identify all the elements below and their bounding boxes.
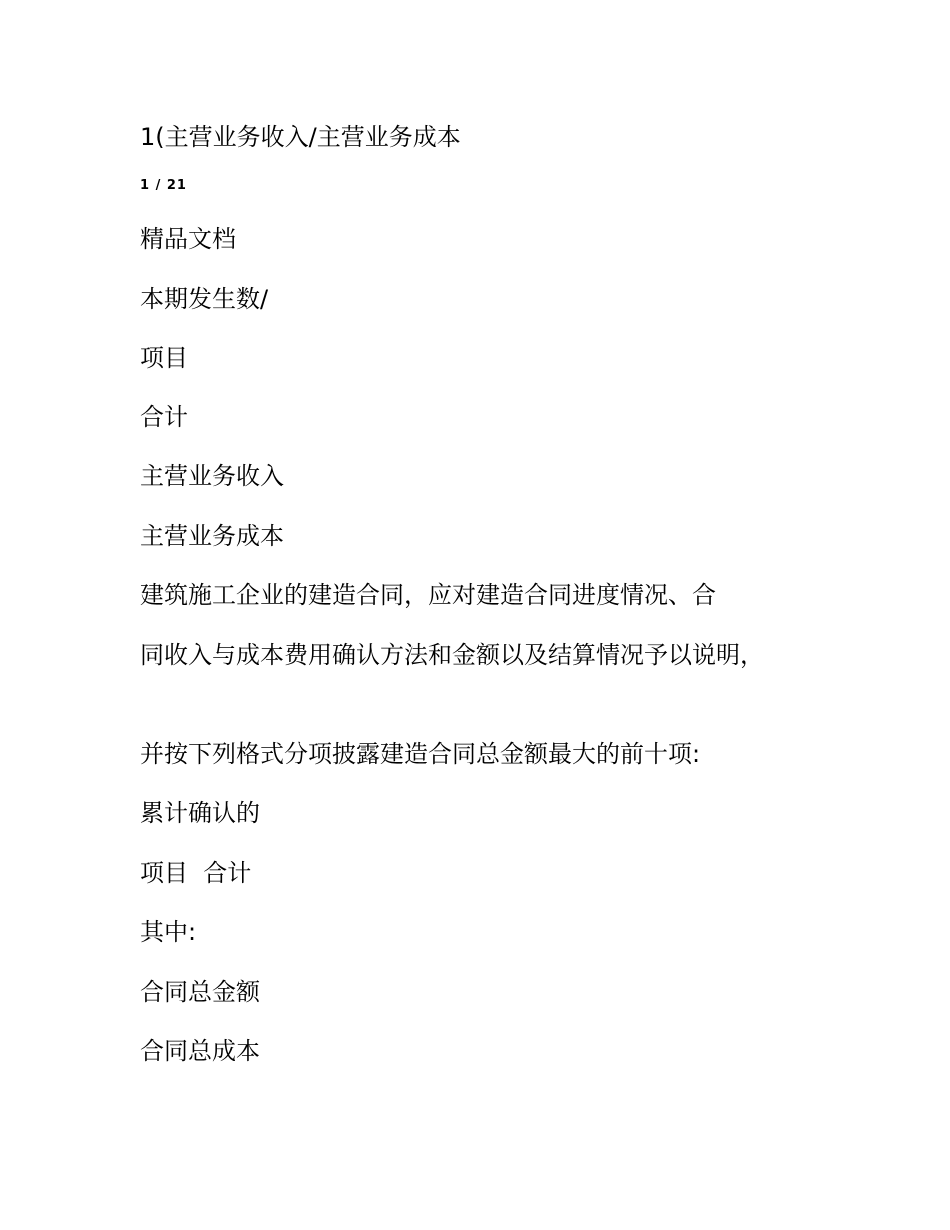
page-indicator: 1 / 21 <box>140 178 187 193</box>
text-line: 合同总金额 <box>140 978 260 1006</box>
text-line: 主营业务成本 <box>140 522 284 550</box>
document-heading: 1(主营业务收入/主营业务成本 <box>140 123 461 151</box>
text-paragraph: 同收入与成本费用确认方法和金额以及结算情况予以说明， <box>140 641 764 669</box>
text-line: 并按下列格式分项披露建造合同总金额最大的前十项: <box>140 740 701 768</box>
text-line: 项目 合计 <box>140 859 252 887</box>
text-line: 合同总成本 <box>140 1037 260 1065</box>
text-line: 累计确认的 <box>140 799 260 827</box>
text-line: 本期发生数/ <box>140 285 269 313</box>
text-line: 其中: <box>140 918 197 946</box>
text-line: 项目 <box>140 344 188 372</box>
text-line: 精品文档 <box>140 225 236 253</box>
text-line: 合计 <box>140 403 188 431</box>
text-line: 建筑施工企业的建造合同，应对建造合同进度情况、合 <box>140 581 716 609</box>
text-line: 主营业务收入 <box>140 462 284 490</box>
